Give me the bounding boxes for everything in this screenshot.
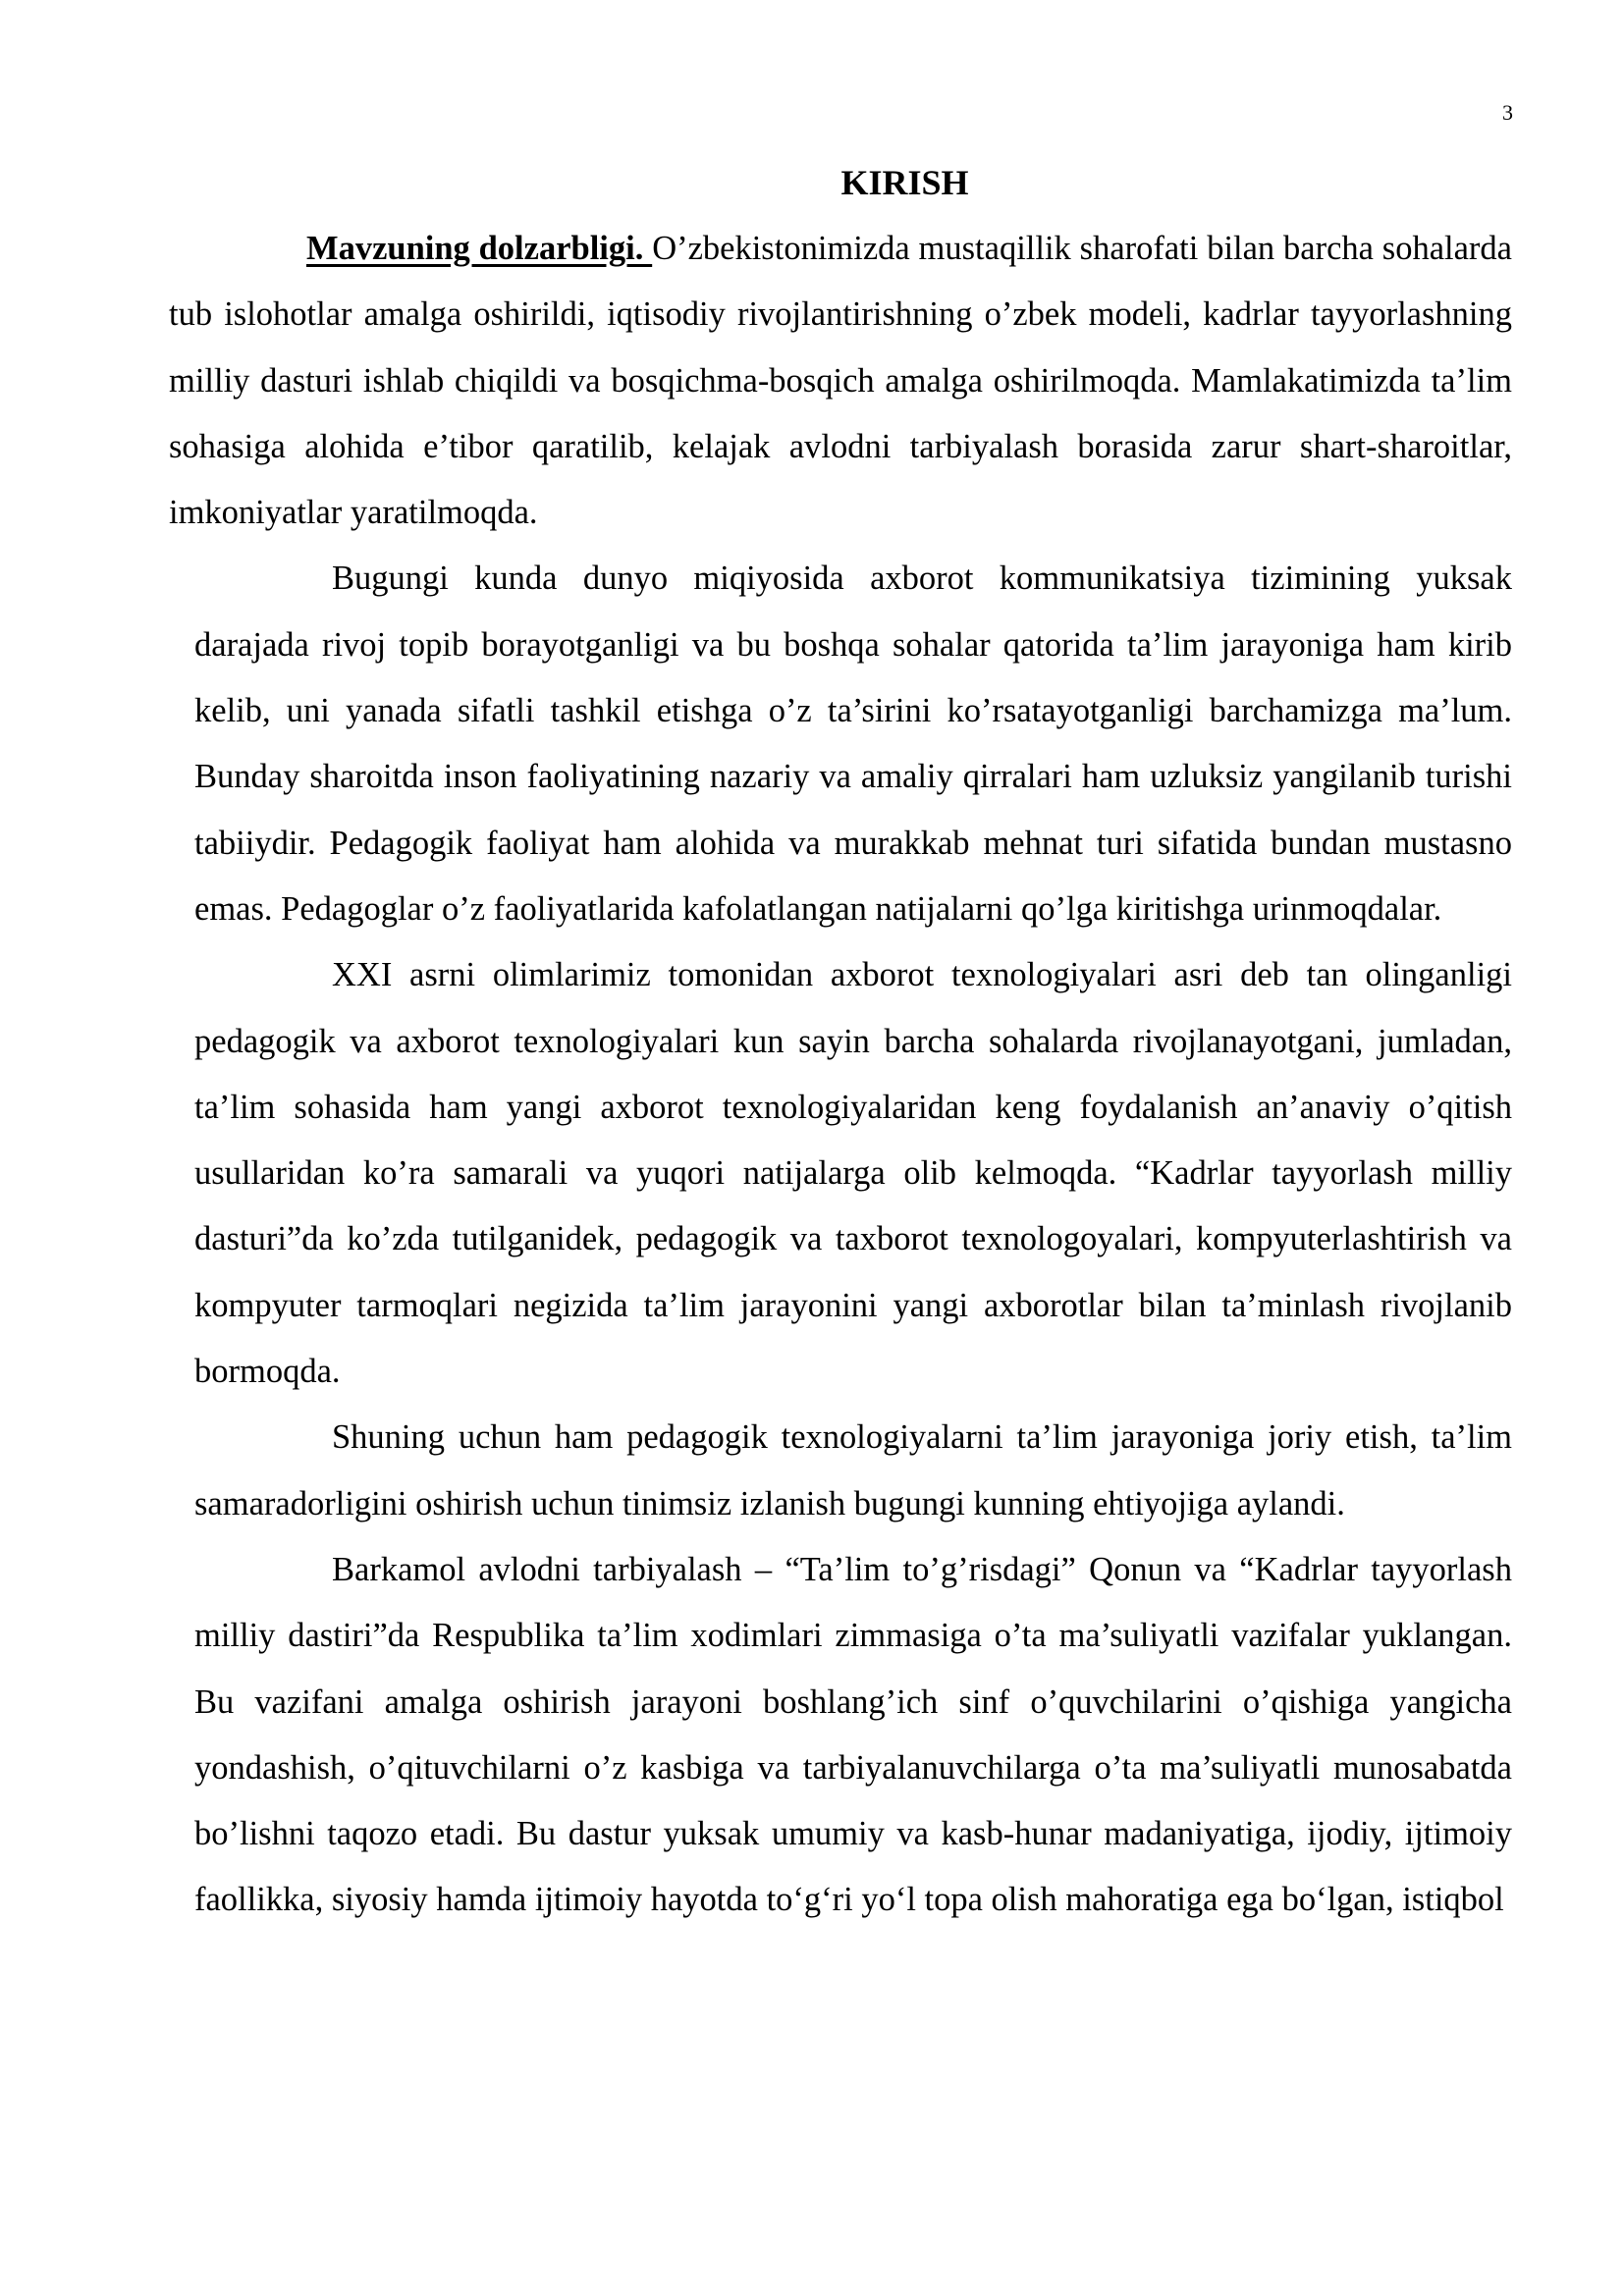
document-body	[169, 216, 1512, 1934]
paragraph-text: Barkamol avlodni tarbiyalash – “Ta’lim to’g’risdagi” Qonun va “Kadrlar tayyorlash milliy dastiri”da Respublika ta’lim xodimlari zimmasiga o’ta ma’suliyatli vazifalar yuklangan. Bu vazifani amalga oshirish jarayoni boshlang’ich sinf o’quvchilarini o’qishiga yangicha yondashish, o’qituvchilarni o’z kasbiga va tarbiyalanuvchilarga o’ta ma’suliyatli munosabatda bo’lishni taqozo etadi. Bu dastur yuksak umumiy va kasb-hunar madaniyatiga, ijodiy, ijtimoiy faollikka, siyosiy hamda ijtimoiy hayotda to‘g‘ri yo‘l topa olish mahoratiga ega bo‘lgan, istiqbol	[194, 1550, 1512, 1919]
paragraph-ict	[194, 546, 1512, 942]
paragraph-lead-label: Mavzuning dolzarbligi.	[306, 230, 653, 267]
paragraph-relevance	[169, 216, 1512, 546]
paragraph-text: XXI asrni olimlarimiz tomonidan axborot texnologiyalari asri deb tan olinganligi pedagogik va axborot texnologiyalari kun sayin barcha sohalarda rivojlanayotgani, jumladan, ta’lim sohasida ham yangi axborot texnologiyalaridan keng foydalanish an’anaviy o’qitish usullaridan ko’ra samarali va yuqori natijalarga olib kelmoqda. “Kadrlar tayyorlash milliy dasturi”da ko’zda tutilganidek, pedagogik va taxborot texnologoyalari, kompyuterlashtirish va kompyuter tarmoqlari negizida ta’lim jarayonini yangi axborotlar bilan ta’minlash rivojlanib bormoqda.	[194, 956, 1512, 1391]
paragraph-upbringing	[194, 1537, 1512, 1934]
page-number: 3	[1502, 100, 1513, 125]
paragraph-text: O’zbekistonimizda mustaqillik sharofati bilan barcha sohalarda tub islohotlar amalga oshirildi, iqtisodiy rivojlantirishning o’zbek modeli, kadrlar tayyorlashning milliy dasturi ishlab chiqildi va bosqichma-bosqich amalga oshirilmoqda. Mamlakatimizda ta’lim sohasiga alohida e’tibor qaratilib, kelajak avlodni tarbiyalash borasida zarur shart-sharoitlar, imkoniyatlar yaratilmoqda.	[169, 230, 1512, 532]
paragraph-text: Shuning uchun ham pedagogik texnologiyalarni ta’lim jarayoniga joriy etish, ta’lim samaradorligini oshirish uchun tinimsiz izlanish bugungi kunning ehtiyojiga aylandi.	[194, 1418, 1512, 1522]
section-heading: KIRISH	[840, 163, 969, 202]
paragraph-xxi-century	[194, 942, 1512, 1405]
paragraph-pedagogical-tech	[194, 1405, 1512, 1537]
paragraph-text: Bugungi kunda dunyo miqiyosida axborot kommunikatsiya tizimining yuksak darajada rivoj topib borayotganligi va bu boshqa sohalar qatorida ta’lim jarayoniga ham kirib kelib, uni yanada sifatli tashkil etishga o’z ta’sirini ko’rsatayotganligi barchamizga ma’lum. Bunday sharoitda inson faoliyatining nazariy va amaliy qirralari ham uzluksiz yangilanib turishi tabiiydir. Pedagogik faoliyat ham alohida va murakkab mehnat turi sifatida bundan mustasno emas. Pedagoglar o’z faoliyatlarida kafolatlangan natijalarni qo’lga kiritishga urinmoqdalar.	[194, 560, 1512, 928]
